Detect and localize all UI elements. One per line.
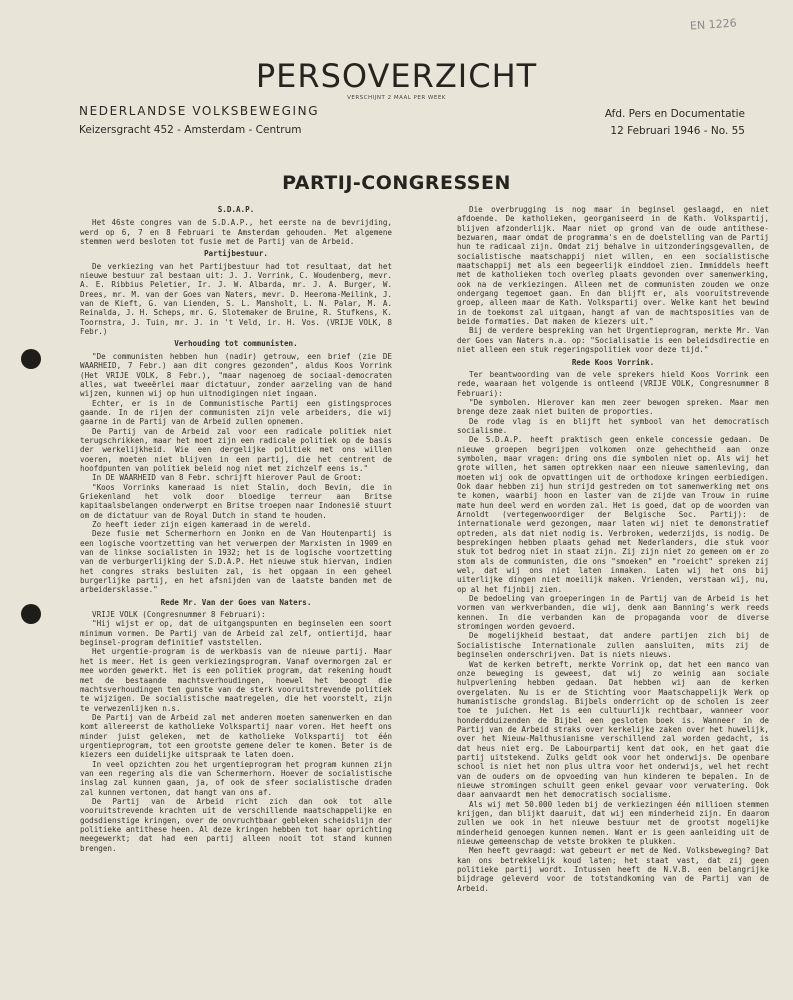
paragraph: Zo heeft ieder zijn eigen kameraad in de wereld. bbox=[92, 520, 312, 529]
paragraph: Die overbrugging is nog maar in beginsel geslaagd, en niet afdoende. De katholieken, georganiseerd in de Kath. Volkspartij, blijven afzonderlijk. Maar niet op grond van de oude antithese-bezwaren, maar omdat de programma's en de doelstelling van de Partij hun te radicaal zijn. Omdat zij behalve in uitzonderingsgevallen, de socialistische maatschappij niet willen, en een socialistische maatschappij met als een begeerlijk einddoel zien. Immiddels heeft met de katholieken toch overleg plaats gevonden over samenwerking, ook na de verkiezingen. Alleen met de communisten zouden we onze ondergang tegemoet gaan. En dan blijft er, als vooruitstrevende groep, alleen maar de Kath. Volkspartij over. Welke kant het bewind in de toekomst zal uitgaan, hangt af van de machtsposities van de beide formaties. Dat maken de kiezers uit." bbox=[457, 205, 769, 327]
paragraph: In DE WAARHEID van 8 Febr. schrijft hierover Paul de Groot: bbox=[92, 473, 362, 483]
masthead: PERSOVERZICHT bbox=[255, 57, 538, 95]
right-column bbox=[457, 205, 769, 893]
issue-date: 12 Februari 1946 - No. 55 bbox=[610, 125, 745, 137]
paragraph: "Hij wijst er op, dat de uitgangspunten en beginselen een soort minimum vormen. De Partij van de Arbeid zal zelf, ontiertijd, haar beginsel-program definitief vaststellen. bbox=[80, 619, 392, 648]
paragraph: "De communisten hebben hun (nadir) getrouw, een brief (zie DE WAARHEID, 7 Febr.) aan dit congres gezonden", aldus Koos Vorrink (Het VRIJE VOLK, 8 Febr.), "maar nagenoeg de sociaal-democraten alles, wat tweeërlei maar dictatuur, zonder aarzeling van de hand wijzen, kunnen wij op hun uitnodigingen niet ingaan. bbox=[80, 351, 392, 399]
article-title: PARTIJ-CONGRESSEN bbox=[282, 172, 511, 194]
paragraph: De bedoeling van groeperingen in de Partij van de Arbeid is het vormen van werkverbanden, die wij, denk aan Banning's werk reeds kennen. In die verbanden kan de propaganda voor de diverse stromingen worden gevoerd. bbox=[457, 594, 769, 632]
paragraph: Het urgentie-program is de werkbasis van de nieuwe partij. Maar het is meer. Het is geen verkiezingsprogram. Vanaf overmorgen zal er mee worden gewerkt. Het is een politiek program, dat rekening houdt met de bestaande machtsverhoudingen, hoewel het beoogt die machtsverhoudingen ten gunste van de sterk vooruitstrevende politiek te wijzigen. De socialistische maatregelen, die het voorstelt, zijn te verwezenlijken n.s. bbox=[80, 647, 392, 713]
subheading: Rede Koos Vorrink. bbox=[571, 357, 655, 367]
paragraph: Als wij met 50.000 leden bij de verkiezingen één millioen stemmen krijgen, dan blijkt daaruit, dat wij een minderheid zijn. En daarom zullen we ook in het nieuwe bestuur met de grootst mogelijke minderheid genoegen kunnen nemen. Want er is geen aanleiding uit de nieuwe gemeenschap de vetste brokken te plukken. bbox=[457, 799, 769, 847]
paragraph: Bij de verdere bespreking van het Urgentieprogram, merkte Mr. Van der Goes van Naters n.a. op: "Socialisatie is een beleidsdirectie en niet alleen een stuk regeringspolitiek voor deze tijd." bbox=[457, 326, 769, 355]
paragraph: Men heeft gevraagd: wat gebeurt er met de Ned. Volksbeweging? Dat kan ons betrekkelijk koud laten; het staat vast, dat zij geen politieke partij wordt. Intussen heeft de N.V.B. een belangrijke bijdrage geleverd voor de totstandkoming van de Partij van de Arbeid. bbox=[457, 846, 769, 893]
left-column bbox=[80, 205, 392, 853]
paragraph: "Koos Vorrinks kameraad is niet Stalin, doch Bevin, die in Griekenland het volk door bloedige terreur aan Britse kapitaalsbelangen onderwerpt en Britse troepen naar Indonesië stuurt om de dictatuur van de Royal Dutch in stand te houden. bbox=[80, 482, 392, 520]
paragraph: De verkiezing van het Partijbestuur had tot resultaat, dat het nieuwe bestuur zal bestaan uit: J. J. Vorrink, C. Woudenberg, mevr. A. E. Ribbius Peletier, Ir. J. W. Albarda, mr. J. A. Burger, W. Drees, mr. M. van der Goes van Naters, mevr. D. Heeroma-Meilink, J. van de Kieft, G. van Lienden, S. L. Mansholt, L. N. Palar, M. A. Reinalda, J. H. Scheps, mr. G. Slotemaker de Bruine, R. Stufkens, K. Toornstra, J. Tuin, mr. J. in 't Veld, ir. H. Vos. (VRIJE VOLK, 8 Febr.) bbox=[80, 261, 392, 337]
department: Afd. Pers en Documentatie bbox=[604, 108, 745, 120]
paragraph: "De symbolen. Hierover kan men zeer bewogen spreken. Maar men brenge deze zaak niet buiten de proporties. bbox=[457, 397, 769, 417]
paragraph: De mogelijkheid bestaat, dat andere partijen zich bij de Socialistische Internationale zullen aansluiten, mits zij de beginselen onderschrijven. Dat is niets nieuws. bbox=[457, 631, 769, 660]
organization-name: NEDERLANDSE VOLKSBEWEGING bbox=[79, 104, 320, 118]
section-heading: S.D.A.P. bbox=[217, 205, 255, 214]
subheading: Partijbestuur. bbox=[203, 249, 268, 259]
paragraph: Het 46ste congres van de S.D.A.P., het eerste na de bevrijding, werd op 6, 7 en 8 Februari te Amsterdam gehouden. Met algemene stemmen werd besloten tot fusie met de Partij van de Arbeid. bbox=[80, 218, 392, 247]
punch-hole bbox=[21, 604, 41, 624]
paragraph: Echter, er is in de Communistische Partij een gistingsproces gaande. In de rijen der communisten zijn vele arbeiders, die wij gaarne in de Partij van de Arbeid zullen opnemen. bbox=[80, 398, 392, 427]
paragraph: VRIJE VOLK (Congresnummer 8 Februari): bbox=[92, 610, 266, 620]
subheading: Rede Mr. Van der Goes van Naters. bbox=[160, 597, 312, 607]
paragraph: De Partij van de Arbeid zal voor een radicale politiek niet terugschrikken, maar het moet zijn een radicale politiek op de basis der werkelijkheid. Wie een dergelijke politiek met ons willen voeren, moeten niet blijven in een partij, die het centrent de hoofdpunten van politiek beleid nog niet met zichzelf eens is." bbox=[80, 426, 392, 473]
paragraph: De S.D.A.P. heeft praktisch geen enkele concessie gedaan. De nieuwe groepen begrijpen volkomen onze gehechtheid aan onze symbolen, maar vragen: dring ons die symbolen niet op. Als wij het grote willen, het samen optrekken naar een nieuwe samenleving, dan moeten wij ook de opvattingen uit de orthodoxe kringen eerbiedigen. Ook daar hebben zij hun strijd gestreden om tot samenwerking met ons te komen, waarbij hoon en laster van de zijde van Trouw in ruime mate hun deel werd en worden zal. Het is goed, dat op de woorden van Arnoldt (vertegenwoordiger der Belgische Soc. Partij): de internationale werd gezongen, maar laten wij niet te demonstratief optreden, als dat niet nodig is. Verbroken, wederzijds, is nodig. De besprekingen hebben plaats gehad met Nederlanders, die stuk voor stuk tot bedrog niet in staat zijn. Zij zijn niet zo gemeen om er zo stom als de communisten, die ons "smoeken" en "roeicht" spreken zij wel, dat wij ons niet laten inmaken. Laten wij het ons bij uiterlijke dingen niet moeilijk maken. Vrienden, verstaan wij, nu, op al het fijnbij zien. bbox=[457, 435, 769, 594]
paragraph: De Partij van de Arbeid zal met anderen moeten samenwerken en dan komt allereerst de katholieke Volkspartij naar voren. Het heeft ons minder juist geleken, met de katholieke Volkspartij tot één urgentieprogram, tot een grootste gemene deler te komen. Beter is de kiezers een duidelijke uitspraak te laten doen. bbox=[80, 712, 392, 760]
paragraph: Wat de kerken betreft, merkte Vorrink op, dat het een manco van onze beweging is geweest, dat wij zo weinig aan sociale hulpverlening hebben gedaan. Dat hebben wij aan de kerken overgelaten. Nu is er de Stichting voor Maatschappelijk Werk op humanistische grondslag. Bijbels onderricht op de scholen is zeer toe te juichen. Het is een cultuurlijk rechtbaar, wanneer voor honderdduizenden de Bijbel een gesloten boek is. Wanneer in de Partij van de Arbeid straks over kerkelijke zaken over het huwelijk, over het Nieuw-Malthusianisme verschillend zal worden gedacht, is dat heus niet erg. De Labourpartij kent dat ook, en het gaat die partij uitstekend. Zulks geldt ook voor het onderwijs. De openbare school is niet het non plus ultra voor het onderwijs, wel het recht van de ouders om de opvoeding van hun kinderen te bepalen. In de nieuwe stromingen schuilt geen enkel gevaar voor verwatering. Ook daar aanvaardt men het democratisch socialisme. bbox=[457, 659, 769, 800]
organization-address: Keizersgracht 452 - Amsterdam - Centrum bbox=[79, 124, 302, 136]
archive-stamp: EN 1226 bbox=[689, 16, 738, 33]
subheading: Verhouding tot communisten. bbox=[174, 339, 298, 349]
punch-hole bbox=[21, 349, 41, 369]
paragraph: De Partij van de Arbeid richt zich dan ook tot alle vooruitstrevende krachten uit de verschillende maatschappelijke en godsdienstige kringen, over de onvruchtbaar gebleken scheidslijn der politieke antithese heen. Al deze kringen hebben tot haar oprichting meegewerkt; dat had een partij alleen nooit tot stand kunnen brengen. bbox=[80, 796, 392, 853]
paragraph: Ter beantwoording van de vele sprekers hield Koos Vorrink een rede, waaraan het volgende is ontleend (VRIJE VOLK, Congresnummer 8 Februari): bbox=[457, 369, 769, 398]
paragraph: De rode vlag is en blijft het symbool van het democratisch socialisme. bbox=[457, 416, 769, 435]
paragraph: Deze fusie met Schermerhorn en Jonkn en de Van Houtenpartij is een logische voortzetting van het verwerpen der Marxisten in 1909 en van de linkse socialisten in 1932; het is de logische voortzetting van de verburgerlijking der S.D.A.P. Het nieuwe stuk hiervan, indien het congres straks besluiten zal, is het opgaan in een geheel burgerlijke partij, en het afsnijden van de laatste banden met de arbeidersklasse." bbox=[80, 529, 392, 595]
paragraph: In veel opzichten zou het urgentieprogram het program kunnen zijn van een regering als die van Schermerhorn. Hoever de socialistische inslag zal kunnen gaan, ja, of ook de sfeer socialistische draden zal kunnen vertonen, dat hangt van ons af. bbox=[80, 759, 392, 797]
tagline: VERSCHIJNT 2 MAAL PER WEEK bbox=[347, 95, 446, 101]
